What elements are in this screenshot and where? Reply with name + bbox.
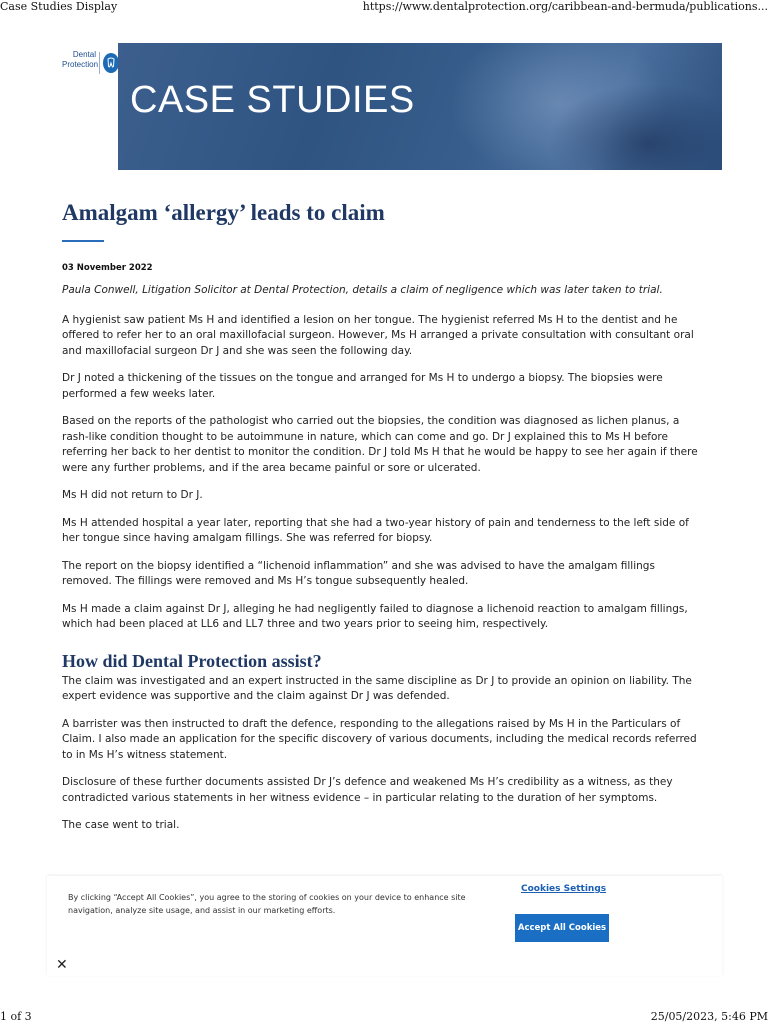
page-number: 1 of 3 bbox=[0, 1010, 32, 1023]
print-header bbox=[0, 0, 768, 16]
article-body bbox=[62, 283, 708, 846]
paragraph: Dr J noted a thickening of the tissues on the tongue and arranged for Ms H to undergo a biopsy. The biopsies were performed a few weeks later. bbox=[62, 372, 663, 400]
paragraph: Based on the reports of the pathologist who carried out the biopsies, the condition was diagnosed as lichen planus, a rash-like condition thought to be autoimmune in nature, which can come and go. Dr J explained this to Ms H before referring her back to her dentist to monitor the condition. Dr J told Ms H that he would be happy to see her again if there were any further problems, and if the area became painful or sore or ulcerated. bbox=[62, 415, 698, 474]
tooth-shield-icon bbox=[103, 53, 119, 73]
article-title: Amalgam ‘allergy’ leads to claim bbox=[62, 200, 385, 225]
cookies-settings-link[interactable]: Cookies Settings bbox=[521, 884, 607, 894]
paragraph: A barrister was then instructed to draft the defence, responding to the allegations raised by Ms H in the Particulars of Claim. I also made an application for the specific discovery of various documents, including the medical records referred to in Ms H’s witness statement. bbox=[62, 717, 697, 761]
paragraph: The case went to trial. bbox=[62, 819, 180, 831]
dental-protection-logo[interactable] bbox=[62, 50, 118, 78]
cookie-consent-text: By clicking “Accept All Cookies”, you agree to the storing of cookies on your device to enhance site navigation, analyze site usage, and assist in our marketing efforts. bbox=[68, 893, 466, 915]
paragraph: A hygienist saw patient Ms H and identified a lesion on her tongue. The hygienist referred Ms H to the dentist and he offered to refer her to an oral maxillofacial surgeon. However, Ms H arranged a private consultation with consultant oral and maxillofacial surgeon Dr J and she was seen the following day. bbox=[62, 313, 694, 357]
logo-divider bbox=[99, 52, 100, 74]
paragraph: The report on the biopsy identified a “lichenoid inflammation” and she was advised to have the amalgam fillings removed. The fillings were removed and Ms H’s tongue subsequently healed. bbox=[62, 559, 655, 587]
paragraph: The claim was investigated and an expert instructed in the same discipline as Dr J to provide an opinion on liability. The expert evidence was supportive and the claim against Dr J was defended. bbox=[62, 674, 692, 702]
print-footer bbox=[0, 1010, 768, 1024]
logo-text bbox=[62, 50, 99, 70]
paragraph: Disclosure of these further documents assisted Dr J’s defence and weakened Ms H’s credibility as a witness, as they contradicted various statements in her witness evidence – in particular relating to the duration of her symptoms. bbox=[62, 776, 673, 804]
paragraph: Ms H made a claim against Dr J, alleging he had negligently failed to diagnose a lichenoid reaction to amalgam fillings, which had been placed at LL6 and LL7 three and two years prior to seeing him, respectively. bbox=[62, 602, 688, 630]
paragraph: Ms H did not return to Dr J. bbox=[62, 489, 203, 501]
close-icon[interactable]: ✕ bbox=[56, 957, 68, 973]
section-heading: How did Dental Protection assist? bbox=[62, 650, 322, 671]
print-page-title: Case Studies Display bbox=[0, 0, 118, 13]
hero-banner bbox=[118, 43, 722, 170]
print-page-url: https://www.dentalprotection.org/caribbean-and-bermuda/publications... bbox=[362, 0, 768, 13]
article-intro: Paula Conwell, Litigation Solicitor at Dental Protection, details a claim of negligence which was later taken to trial. bbox=[62, 284, 663, 296]
accept-all-cookies-button[interactable]: Accept All Cookies bbox=[515, 914, 609, 942]
logo-line-2: Protection bbox=[62, 60, 99, 69]
print-timestamp: 25/05/2023, 5:46 PM bbox=[650, 1010, 768, 1023]
logo-line-1: Dental bbox=[72, 50, 96, 59]
paragraph: Ms H attended hospital a year later, reporting that she had a two-year history of pain and tenderness to the left side of her tongue since having amalgam fillings. She was referred for biopsy. bbox=[62, 516, 689, 544]
publish-date: 03 November 2022 bbox=[62, 263, 153, 273]
banner-title: CASE STUDIES bbox=[130, 79, 415, 121]
title-underline bbox=[62, 240, 104, 242]
cookie-consent-banner bbox=[47, 876, 722, 976]
